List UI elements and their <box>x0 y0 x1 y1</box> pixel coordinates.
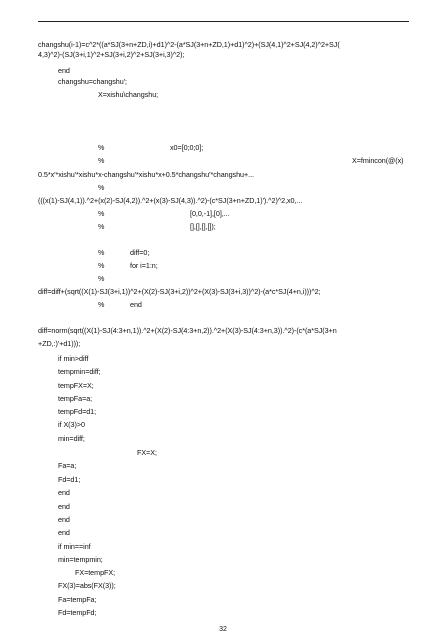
code-line: (((x(1)-SJ(4,1)).^2+(x(2)-SJ(4,2)).^2+(x(3)-SJ(4,3)).^2)-(c*SJ(3+n+ZD,1)').^2)^2,x0,... <box>38 196 303 205</box>
code-line: X=fmincon(@(x) <box>352 156 404 165</box>
page-number: 32 <box>219 626 227 633</box>
code-line: [],[],[],[]); <box>190 222 216 231</box>
code-line: tempFa=a; <box>58 394 93 403</box>
code-line: end <box>58 488 70 497</box>
code-line: FX=X; <box>137 448 157 457</box>
code-line: Fd=d1; <box>58 475 81 484</box>
header-rule <box>38 21 409 22</box>
code-line: 0.5*x'*xishu'*xishu*x-changshu'*xishu*x+0.5*changshu'*changshu+... <box>38 170 254 179</box>
code-line: diff=diff+(sqrt((X(1)-SJ(3+i,1))^2+(X(2)-SJ(3+i,2))^2+(X(3)-SJ(3+i,3))^2)-(a*c*SJ(4+n,i)))^2; <box>38 287 321 296</box>
code-line: min=tempmin; <box>58 555 103 564</box>
comment-marker: % <box>98 274 105 283</box>
code-line: FX(3)=abs(FX(3)); <box>58 581 116 590</box>
code-line: if min>diff <box>58 354 89 363</box>
code-line: end <box>58 528 70 537</box>
comment-marker: % <box>98 261 105 270</box>
code-line: end <box>58 66 70 75</box>
comment-marker: % <box>98 183 105 192</box>
code-line: tempFX=X; <box>58 381 94 390</box>
comment-marker: % <box>98 209 105 218</box>
comment-marker: % <box>98 143 105 152</box>
comment-marker: % <box>98 248 105 257</box>
code-line: FX=tempFX; <box>75 568 116 577</box>
code-line: x0=[0;0;0]; <box>170 143 204 152</box>
code-line: end <box>130 300 142 309</box>
code-line: if X(3)>0 <box>58 420 85 429</box>
comment-marker: % <box>98 300 105 309</box>
code-line: Fa=tempFa; <box>58 595 97 604</box>
code-line: +ZD,:)'+d1))); <box>38 339 81 348</box>
code-line: diff=0; <box>130 248 150 257</box>
comment-marker: % <box>98 156 105 165</box>
code-line: Fd=tempFd; <box>58 608 97 617</box>
code-line: X=xishu\changshu; <box>98 90 159 99</box>
code-line: Fa=a; <box>58 461 77 470</box>
code-line: if min==inf <box>58 542 91 551</box>
code-line: min=diff; <box>58 434 85 443</box>
code-line: for i=1:n; <box>130 261 158 270</box>
code-line: [0,0,-1],[0],... <box>190 209 230 218</box>
code-line: changshu(i-1)=c^2*((a*SJ(3+n+ZD,i)+d1)^2-(a*SJ(3+n+ZD,1)+d1)^2)+(SJ(4,1)^2+SJ(4,2)^2+SJ( <box>38 40 340 49</box>
code-line: changshu=changshu'; <box>58 77 127 86</box>
code-line: end <box>58 515 70 524</box>
code-line: 4,3)^2)-(SJ(3+i,1)^2+SJ(3+i,2)^2+SJ(3+i,3)^2); <box>38 50 185 59</box>
comment-marker: % <box>98 222 105 231</box>
code-line: diff=norm(sqrt((X(1)-SJ(4:3+n,1)).^2+(X(2)-SJ(4:3+n,2)).^2+(X(3)-SJ(4:3+n,3)).^2)-(c*(a*SJ(3+n <box>38 326 337 335</box>
code-line: end <box>58 502 70 511</box>
code-line: tempmin=diff; <box>58 367 101 376</box>
code-line: tempFd=d1; <box>58 407 97 416</box>
